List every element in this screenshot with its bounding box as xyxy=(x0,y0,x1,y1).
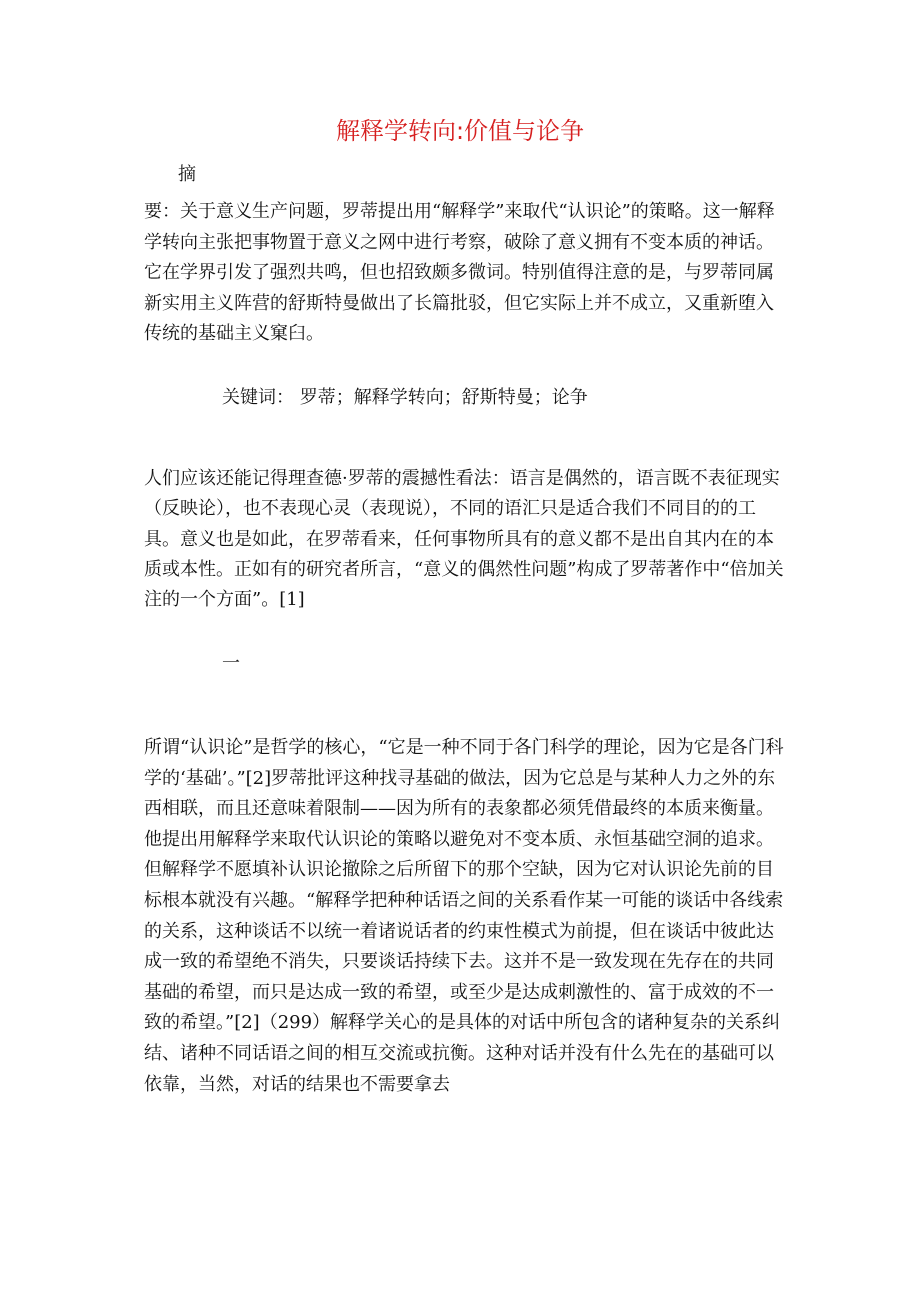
section-number: 一 xyxy=(222,653,240,674)
document-title: 解释学转向:价值与论争 xyxy=(335,117,585,145)
keywords-line: 关键词： 罗蒂；解释学转向；舒斯特曼；论争 xyxy=(222,387,588,408)
abstract-text: 要：关于意义生产问题，罗蒂提出用“解释学”来取代“认识论”的策略。这一解释学转向主张把事物置于意义之网中进行考察，破除了意义拥有不变本质的神话。它在学界引发了强烈共鸣，但也招致颇多微词。特别值得注意的是，与罗蒂同属新实用主义阵营的舒斯特曼做出了长篇批驳，但它实际上并不成立，又重新堕入传统的基础主义窠臼。 xyxy=(144,201,775,344)
abstract-heading: 摘 xyxy=(178,164,196,185)
body-paragraph-1: 人们应该还能记得理查德·罗蒂的震撼性看法：语言是偶然的，语言既不表征现实（反映论），也不表现心灵（表现说），不同的语汇只是适合我们不同目的的工具。意义也是如此，在罗蒂看来，任何事物所具有的意义都不是出自其内在的本质或本性。正如有的研究者所言，“意义的偶然性问题”构成了罗蒂著作中“倍加关注的一个方面”。[1] xyxy=(144,468,784,611)
body-paragraph-2: 所谓“认识论”是哲学的核心，“它是一种不同于各门科学的理论，因为它是各门科学的‘基础’。”[2]罗蒂批评这种找寻基础的做法，因为它总是与某种人力之外的东西相联，而且还意味着限制——因为所有的表象都必须凭借最终的本质来衡量。他提出用解释学来取代认识论的策略以避免对不变本质、永恒基础空洞的追求。但解释学不愿填补认识论撤除之后所留下的那个空缺，因为它对认识论先前的目标根本就没有兴趣。“解释学把种种话语之间的关系看作某一可能的谈话中各线索的关系，这种谈话不以统一着诸说话者的约束性模式为前提，但在谈话中彼此达成一致的希望绝不消失，只要谈话持续下去。这并不是一致发现在先存在的共同基础的希望，而只是达成一致的希望，或至少是达成刺激性的、富于成效的不一致的希望。”[2]（299）解释学关心的是具体的对话中所包含的诸种复杂的关系纠结、诸种不同话语之间的相互交流或抗衡。这种对话并没有什么先在的基础可以依靠，当然，对话的结果也不需要拿去 xyxy=(144,737,784,1095)
